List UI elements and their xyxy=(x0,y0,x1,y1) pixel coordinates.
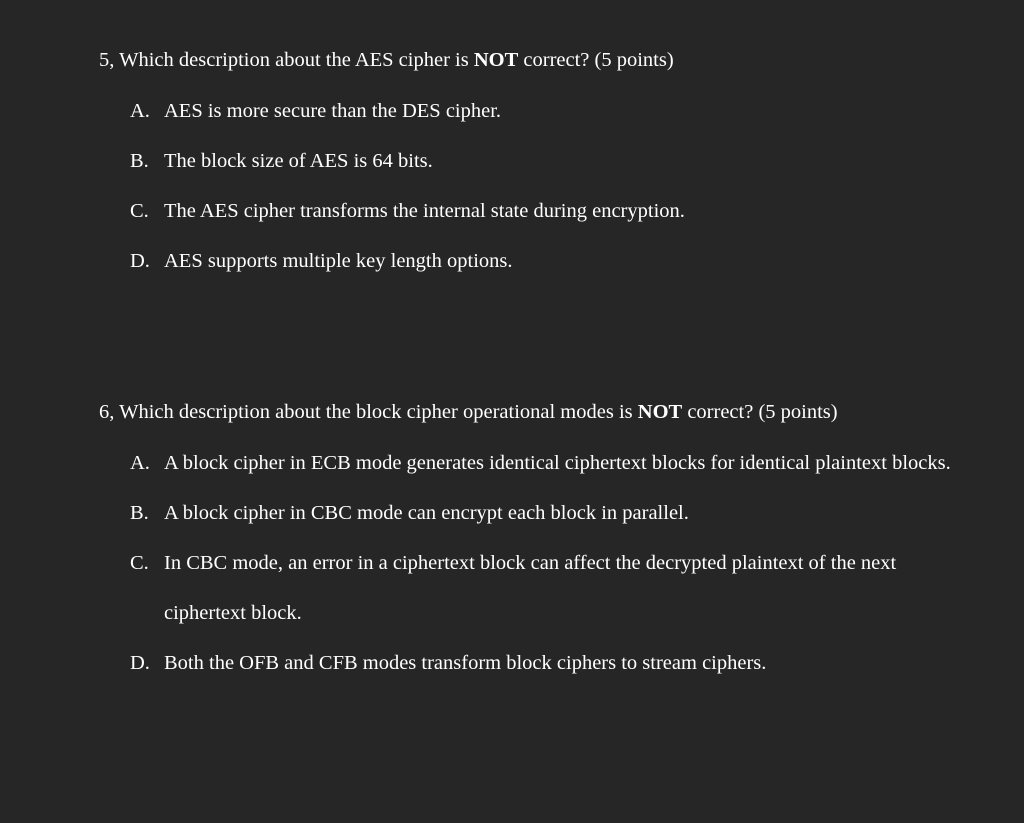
option-text: In CBC mode, an error in a ciphertext block can affect the decrypted plaintext of the next xyxy=(164,552,897,574)
option-text: The block size of AES is 64 bits. xyxy=(164,150,433,172)
option-d xyxy=(130,651,766,675)
option-letter: D. xyxy=(130,250,150,272)
question-text-after: correct? (5 points) xyxy=(523,49,674,71)
option-text: Both the OFB and CFB modes transform block ciphers to stream ciphers. xyxy=(164,652,767,674)
option-d xyxy=(130,249,513,273)
option-a xyxy=(130,99,501,123)
option-text: AES supports multiple key length options. xyxy=(164,250,513,272)
option-b xyxy=(130,501,689,525)
option-letter: D. xyxy=(130,652,150,674)
option-letter: A. xyxy=(130,452,150,474)
question-text: Which description about the block cipher operational modes is xyxy=(119,401,633,423)
option-letter: C. xyxy=(130,552,149,574)
option-c-continuation: ciphertext block. xyxy=(164,602,302,624)
option-letter: B. xyxy=(130,150,149,172)
question-number: 5, xyxy=(99,49,115,71)
question-number: 6, xyxy=(99,401,115,423)
option-text: AES is more secure than the DES cipher. xyxy=(164,100,502,122)
option-a xyxy=(130,451,951,475)
question-text-after: correct? (5 points) xyxy=(687,401,838,423)
option-text: A block cipher in ECB mode generates identical ciphertext blocks for identical plaintext blocks. xyxy=(164,452,951,474)
option-text: The AES cipher transforms the internal state during encryption. xyxy=(164,200,685,222)
question-emphasis: NOT xyxy=(473,49,519,71)
option-text: A block cipher in CBC mode can encrypt each block in parallel. xyxy=(164,502,689,524)
question-6-title xyxy=(99,400,838,424)
option-letter: C. xyxy=(130,200,149,222)
option-letter: B. xyxy=(130,502,149,524)
option-b xyxy=(130,149,433,173)
question-5-title xyxy=(99,48,674,72)
option-c xyxy=(130,199,685,223)
option-letter: A. xyxy=(130,100,150,122)
question-emphasis: NOT xyxy=(637,401,683,423)
question-text: Which description about the AES cipher is xyxy=(119,49,469,71)
option-c xyxy=(130,551,896,575)
